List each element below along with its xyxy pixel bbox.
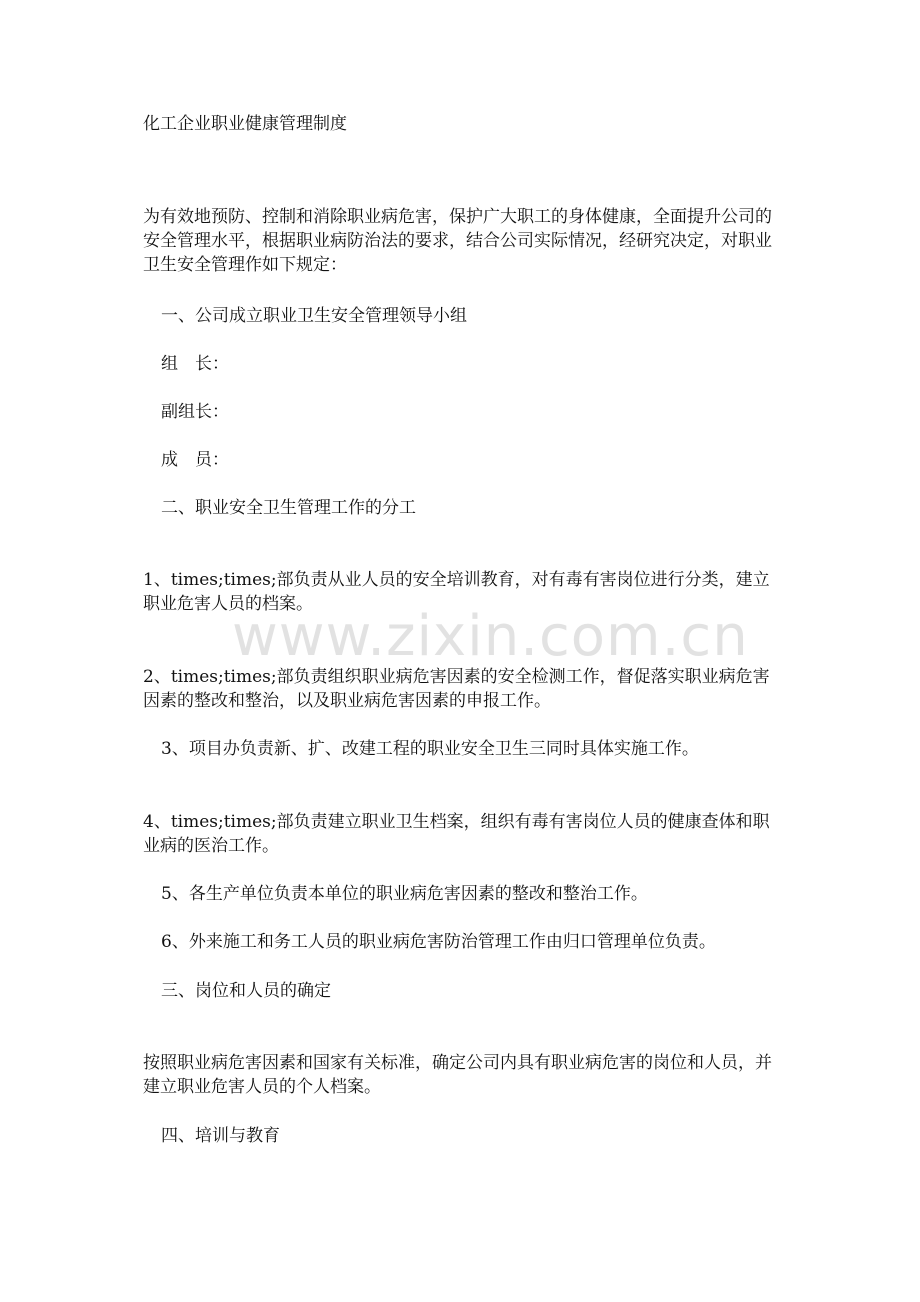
document-title: 化工企业职业健康管理制度 <box>143 114 347 134</box>
duty-item-2: 2、times;times;部负责组织职业病危害因素的安全检测工作，督促落实职业病危害因素的整改和整治，以及职业病危害因素的申报工作。 <box>143 667 770 711</box>
duty-item-6: 6、外来施工和务工人员的职业病危害防治管理工作由归口管理单位负责。 <box>161 932 716 952</box>
section-3-heading: 三、岗位和人员的确定 <box>161 981 331 1001</box>
duty-item-4: 4、times;times;部负责建立职业卫生档案，组织有毒有害岗位人员的健康查体和职业病的医治工作。 <box>143 812 770 856</box>
duty-item-3: 3、项目办负责新、扩、改建工程的职业安全卫生三同时具体实施工作。 <box>161 739 699 759</box>
section-2-heading: 二、职业安全卫生管理工作的分工 <box>161 498 416 518</box>
deputy-leader-line: 副组长： <box>161 402 229 422</box>
duty-item-5: 5、各生产单位负责本单位的职业病危害因素的整改和整治工作。 <box>161 884 648 904</box>
leader-line: 组 长： <box>161 354 229 374</box>
watermark-text: www.zixin.com.cn <box>232 604 749 669</box>
section-3-text: 按照职业病危害因素和国家有关标准，确定公司内具有职业病危害的岗位和人员，并建立职业危害人员的个人档案。 <box>143 1053 772 1097</box>
members-line: 成 员： <box>161 450 229 470</box>
section-1-heading: 一、公司成立职业卫生安全管理领导小组 <box>161 306 467 326</box>
intro-paragraph: 为有效地预防、控制和消除职业病危害，保护广大职工的身体健康，全面提升公司的安全管理水平，根据职业病防治法的要求，结合公司实际情况，经研究决定，对职业卫生安全管理作如下规定： <box>143 207 772 275</box>
section-4-heading: 四、培训与教育 <box>161 1126 280 1146</box>
duty-item-1: 1、times;times;部负责从业人员的安全培训教育，对有毒有害岗位进行分类，建立职业危害人员的档案。 <box>143 570 770 614</box>
